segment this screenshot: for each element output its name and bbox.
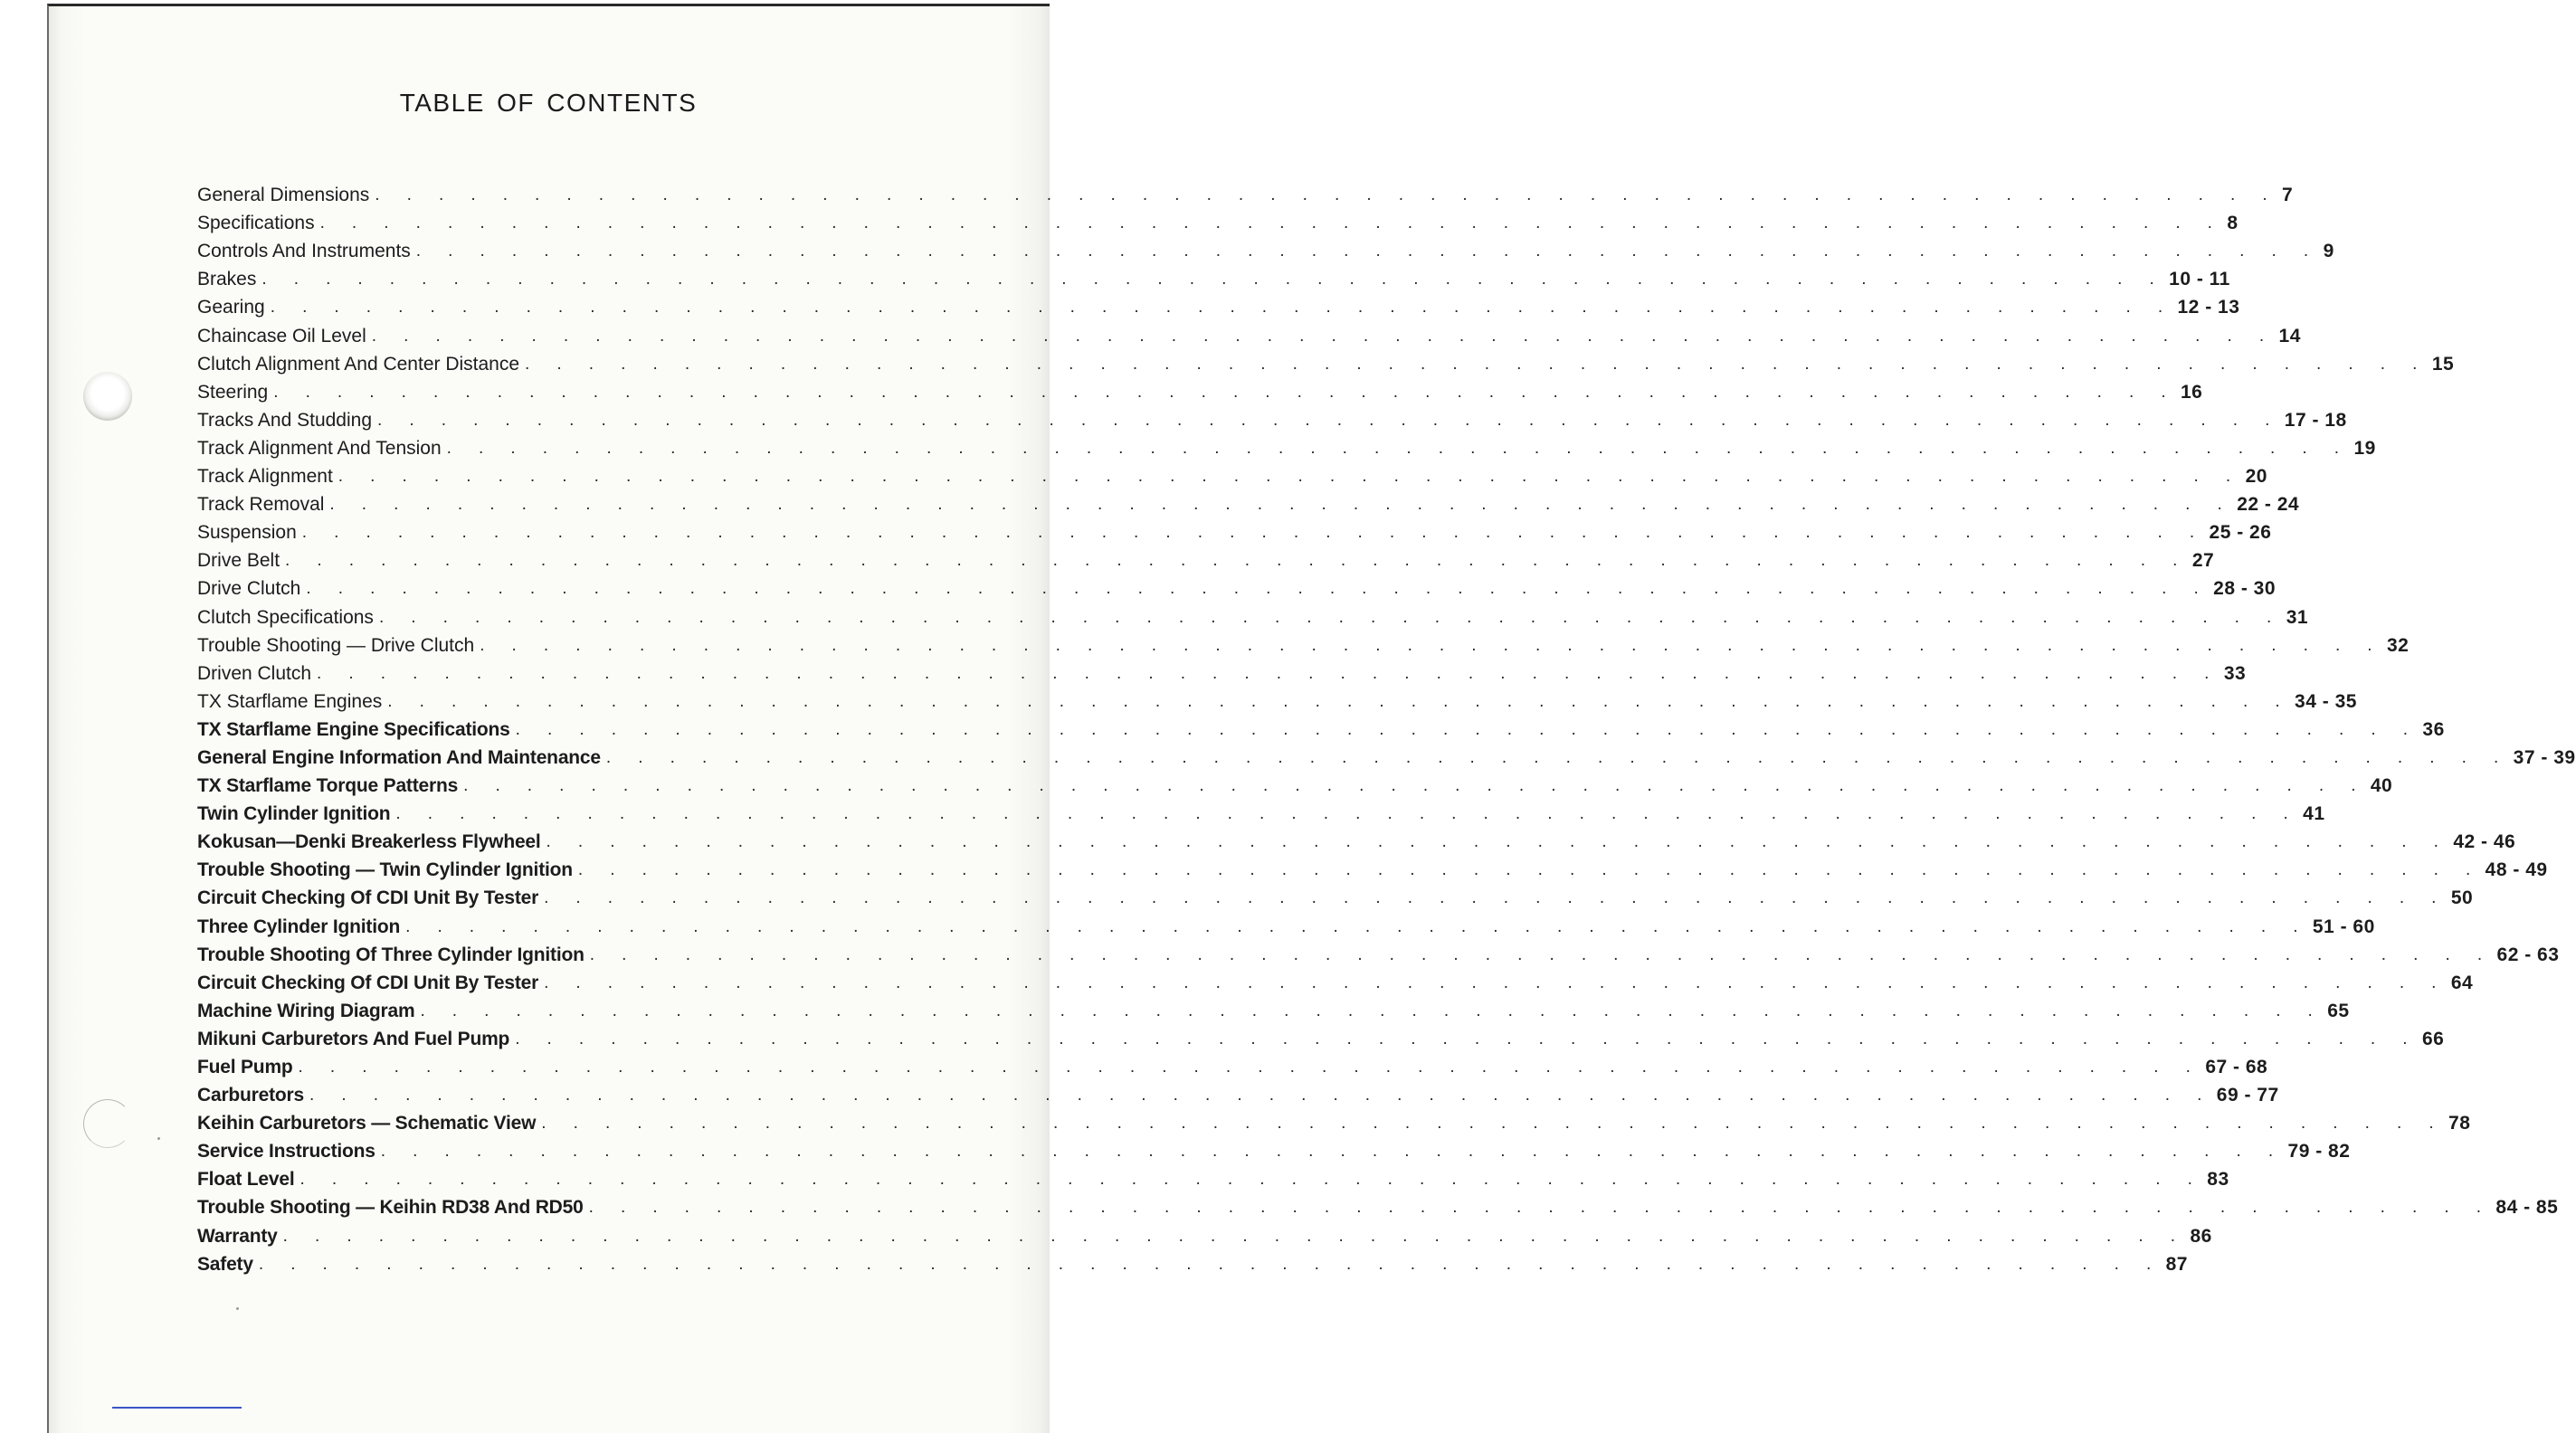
toc-entry <box>197 263 2230 291</box>
toc-entry <box>197 798 2325 826</box>
dot-leader: . . . . . . . . . . . . . . . . . . . . . . . . . . . . . . . . . . . . . . . . . . . . . . . . . . . . . . . . . . . . <box>298 1058 2202 1077</box>
dot-leader: . . . . . . . . . . . . . . . . . . . . . . . . . . . . . . . . . . . . . . . . . . . . . . . . . . . . . . . . . . . . <box>375 185 2279 205</box>
dot-leader: . . . . . . . . . . . . . . . . . . . . . . . . . . . . . . . . . . . . . . . . . . . . . . . . . . . . . . . . . . . . <box>273 382 2177 402</box>
toc-entry <box>197 348 2455 376</box>
toc-entry-page: 20 <box>2245 466 2267 488</box>
toc-entry <box>197 319 2301 347</box>
toc-entry-page: 37 - 39 <box>2513 746 2576 768</box>
toc-entry <box>197 207 2239 235</box>
toc-entry <box>197 573 2277 601</box>
dot-leader: . . . . . . . . . . . . . . . . . . . . . . . . . . . . . . . . . . . . . . . . . . . . . . . . . . . . . . . . . . . . <box>261 270 2166 289</box>
toc-entry-title: Clutch Alignment And Center Distance <box>197 353 520 375</box>
toc-entry-page: 36 <box>2422 718 2445 740</box>
toc-entry <box>197 291 2240 319</box>
toc-entry-page: 16 <box>2181 381 2203 403</box>
dot-leader: . . . . . . . . . . . . . . . . . . . . . . . . . . . . . . . . . . . . . . . . . . . . . . . . . . . . . . . . . . . . <box>282 1226 2187 1246</box>
dot-leader: . . . . . . . . . . . . . . . . . . . . . . . . . . . . . . . . . . . . . . . . . . . . . . . . . . . . . . . . . . . . <box>544 973 2448 992</box>
toc-entry-title: Keihin Carburetors — Schematic View <box>197 1113 537 1134</box>
toc-entry-title: Twin Cylinder Ignition <box>197 803 391 825</box>
dot-leader: . . . . . . . . . . . . . . . . . . . . . . . . . . . . . . . . . . . . . . . . . . . . . . . . . . . . . . . . . . . . <box>377 410 2281 430</box>
toc-entry <box>197 1191 2559 1219</box>
dot-leader: . . . . . . . . . . . . . . . . . . . . . . . . . . . . . . . . . . . . . . . . . . . . . . . . . . . . . . . . . . . . <box>480 635 2383 655</box>
toc-entry-title: Mikuni Carburetors And Fuel Pump <box>197 1028 510 1049</box>
dot-leader: . . . . . . . . . . . . . . . . . . . . . . . . . . . . . . . . . . . . . . . . . . . . . . . . . . . . . . . . . . . . <box>415 242 2320 261</box>
toc-entry <box>197 517 2272 545</box>
toc-entry <box>197 1023 2445 1051</box>
toc-entry-page: 34 - 35 <box>2295 690 2357 712</box>
toc-entry-title: Circuit Checking Of CDI Unit By Tester <box>197 887 539 909</box>
toc-entry-page: 42 - 46 <box>2453 831 2516 853</box>
toc-entry-title: Kokusan—Denki Breakerless Flywheel <box>197 831 541 853</box>
toc-entry-page: 15 <box>2431 353 2455 375</box>
toc-entry <box>197 1163 2229 1191</box>
toc-entry-title: Drive Clutch <box>197 578 301 600</box>
toc-entry <box>197 939 2560 967</box>
toc-entry <box>197 1079 2279 1107</box>
toc-entry-page: 86 <box>2190 1225 2212 1247</box>
dot-leader: . . . . . . . . . . . . . . . . . . . . . . . . . . . . . . . . . . . . . . . . . . . . . . . . . . . . . . . . . . . . <box>387 691 2292 711</box>
toc-entry-page: 48 - 49 <box>2485 859 2548 881</box>
toc-entry <box>197 854 2548 882</box>
toc-entry-page: 65 <box>2327 1000 2350 1021</box>
toc-entry-title: TX Starflame Engines <box>197 690 383 712</box>
toc-entry <box>197 995 2350 1023</box>
toc-entry <box>197 404 2347 432</box>
toc-entry-title: Clutch Specifications <box>197 606 374 628</box>
toc-entry-title: Fuel Pump <box>197 1057 293 1077</box>
toc-entry-title: Circuit Checking Of CDI Unit By Tester <box>197 972 539 993</box>
paper-speck <box>157 1137 160 1140</box>
footer-rule <box>112 1407 242 1409</box>
toc-entry-title: Drive Belt <box>197 550 280 572</box>
toc-entry-title: Chaincase Oil Level <box>197 325 366 346</box>
toc-entry-page: 66 <box>2421 1028 2445 1049</box>
dot-leader: . . . . . . . . . . . . . . . . . . . . . . . . . . . . . . . . . . . . . . . . . . . . . . . . . . . . . . . . . . . . <box>420 1001 2324 1020</box>
toc-entry-title: General Engine Information And Maintenance <box>197 746 601 768</box>
table-of-contents <box>197 179 2576 1276</box>
toc-entry-page: 12 - 13 <box>2177 297 2240 318</box>
toc-entry-page: 78 <box>2448 1113 2471 1134</box>
toc-entry <box>197 882 2474 910</box>
toc-entry-page: 62 - 63 <box>2496 944 2560 965</box>
toc-entry-page: 8 <box>2227 213 2239 234</box>
toc-entry <box>197 1107 2471 1135</box>
toc-entry <box>197 658 2247 686</box>
dot-leader: . . . . . . . . . . . . . . . . . . . . . . . . . . . . . . . . . . . . . . . . . . . . . . . . . . . . . . . . . . . . <box>463 776 2367 796</box>
toc-entry <box>197 1219 2212 1248</box>
page-title: TABLE OF CONTENTS <box>399 89 698 117</box>
toc-entry <box>197 1248 2188 1276</box>
toc-entry-title: Carburetors <box>197 1085 304 1106</box>
toc-entry-title: Three Cylinder Ignition <box>197 916 401 937</box>
toc-entry-page: 10 - 11 <box>2169 269 2230 290</box>
toc-entry-title: Trouble Shooting — Keihin RD38 And RD50 <box>197 1197 584 1219</box>
toc-entry-page: 51 - 60 <box>2312 916 2375 937</box>
dot-leader: . . . . . . . . . . . . . . . . . . . . . . . . . . . . . . . . . . . . . . . . . . . . . . . . . . . . . . . . . . . . <box>301 523 2206 543</box>
toc-entry-title: Track Alignment <box>197 466 333 488</box>
toc-entry-title: Trouble Shooting — Twin Cylinder Ignition <box>197 859 573 881</box>
toc-entry-page: 64 <box>2450 972 2474 993</box>
dot-leader: . . . . . . . . . . . . . . . . . . . . . . . . . . . . . . . . . . . . . . . . . . . . . . . . . . . . . . . . . . . . <box>525 354 2429 374</box>
toc-entry-title: Brakes <box>197 269 257 290</box>
toc-entry-title: Gearing <box>197 297 265 318</box>
dot-leader: . . . . . . . . . . . . . . . . . . . . . . . . . . . . . . . . . . . . . . . . . . . . . . . . . . . . . . . . . . . . <box>270 298 2174 318</box>
dot-leader: . . . . . . . . . . . . . . . . . . . . . . . . . . . . . . . . . . . . . . . . . . . . . . . . . . . . . . . . . . . . <box>378 607 2283 627</box>
toc-entry-title: TX Starflame Torque Patterns <box>197 775 459 797</box>
dot-leader: . . . . . . . . . . . . . . . . . . . . . . . . . . . . . . . . . . . . . . . . . . . . . . . . . . . . . . . . . . . . <box>588 1198 2493 1218</box>
dot-leader: . . . . . . . . . . . . . . . . . . . . . . . . . . . . . . . . . . . . . . . . . . . . . . . . . . . . . . . . . . . . <box>446 438 2351 458</box>
toc-entry-page: 69 - 77 <box>2216 1085 2279 1106</box>
toc-entry-title: Trouble Shooting — Drive Clutch <box>197 634 475 656</box>
toc-entry-page: 67 - 68 <box>2205 1057 2268 1077</box>
toc-entry <box>197 686 2357 714</box>
toc-entry-page: 17 - 18 <box>2284 409 2347 431</box>
toc-entry-page: 83 <box>2207 1169 2229 1191</box>
toc-entry <box>197 742 2576 770</box>
toc-entry <box>197 967 2474 995</box>
toc-entry <box>197 826 2516 854</box>
toc-entry-page: 84 - 85 <box>2495 1197 2559 1219</box>
toc-entry-page: 7 <box>2282 185 2294 206</box>
dot-leader: . . . . . . . . . . . . . . . . . . . . . . . . . . . . . . . . . . . . . . . . . . . . . . . . . . . . . . . . . . . . <box>546 832 2450 852</box>
dot-leader: . . . . . . . . . . . . . . . . . . . . . . . . . . . . . . . . . . . . . . . . . . . . . . . . . . . . . . . . . . . . <box>605 747 2510 767</box>
toc-entry <box>197 179 2294 207</box>
toc-entry-title: General Dimensions <box>197 185 370 206</box>
toc-entry-page: 41 <box>2303 803 2325 825</box>
toc-entry-title: Track Alignment And Tension <box>197 437 442 459</box>
toc-entry <box>197 714 2445 742</box>
dot-leader: . . . . . . . . . . . . . . . . . . . . . . . . . . . . . . . . . . . . . . . . . . . . . . . . . . . . . . . . . . . . <box>541 1114 2446 1134</box>
toc-entry-page: 79 - 82 <box>2287 1141 2351 1163</box>
toc-entry-page: 87 <box>2165 1253 2188 1275</box>
dot-leader: . . . . . . . . . . . . . . . . . . . . . . . . . . . . . . . . . . . . . . . . . . . . . . . . . . . . . . . . . . . . <box>380 1142 2285 1162</box>
punch-hole <box>83 1099 132 1148</box>
toc-entry <box>197 910 2375 938</box>
toc-entry-page: 14 <box>2278 325 2301 346</box>
toc-entry <box>197 376 2203 404</box>
toc-entry <box>197 460 2267 489</box>
dot-leader: . . . . . . . . . . . . . . . . . . . . . . . . . . . . . . . . . . . . . . . . . . . . . . . . . . . . . . . . . . . . <box>395 804 2300 824</box>
toc-entry-page: 25 - 26 <box>2209 522 2272 544</box>
dot-leader: . . . . . . . . . . . . . . . . . . . . . . . . . . . . . . . . . . . . . . . . . . . . . . . . . . . . . . . . . . . . <box>299 1170 2204 1190</box>
toc-entry-page: 31 <box>2286 606 2309 628</box>
toc-entry <box>197 489 2300 517</box>
dot-leader: . . . . . . . . . . . . . . . . . . . . . . . . . . . . . . . . . . . . . . . . . . . . . . . . . . . . . . . . . . . . <box>285 551 2189 571</box>
toc-entry-title: Warranty <box>197 1225 278 1247</box>
toc-entry-title: Steering <box>197 381 269 403</box>
toc-entry-title: Driven Clutch <box>197 662 312 684</box>
toc-entry <box>197 630 2410 658</box>
paper-speck <box>236 1307 239 1310</box>
dot-leader: . . . . . . . . . . . . . . . . . . . . . . . . . . . . . . . . . . . . . . . . . . . . . . . . . . . . . . . . . . . . <box>317 663 2220 683</box>
dot-leader: . . . . . . . . . . . . . . . . . . . . . . . . . . . . . . . . . . . . . . . . . . . . . . . . . . . . . . . . . . . . <box>306 579 2210 599</box>
toc-entry-page: 19 <box>2353 437 2376 459</box>
toc-entry-title: Service Instructions <box>197 1141 375 1163</box>
toc-entry-title: Float Level <box>197 1169 295 1191</box>
toc-entry-title: Tracks And Studding <box>197 409 372 431</box>
dot-leader: . . . . . . . . . . . . . . . . . . . . . . . . . . . . . . . . . . . . . . . . . . . . . . . . . . . . . . . . . . . . <box>515 719 2419 739</box>
toc-entry-title: Specifications <box>197 213 315 234</box>
toc-entry-page: 33 <box>2223 662 2247 684</box>
dot-leader: . . . . . . . . . . . . . . . . . . . . . . . . . . . . . . . . . . . . . . . . . . . . . . . . . . . . . . . . . . . . <box>258 1254 2163 1274</box>
toc-entry <box>197 1051 2268 1079</box>
toc-entry-page: 32 <box>2386 634 2410 656</box>
punch-hole <box>83 372 132 421</box>
dot-leader: . . . . . . . . . . . . . . . . . . . . . . . . . . . . . . . . . . . . . . . . . . . . . . . . . . . . . . . . . . . . <box>405 916 2309 936</box>
toc-entry-page: 40 <box>2370 775 2393 797</box>
toc-entry-title: Controls And Instruments <box>197 241 411 262</box>
dot-leader: . . . . . . . . . . . . . . . . . . . . . . . . . . . . . . . . . . . . . . . . . . . . . . . . . . . . . . . . . . . . <box>589 944 2494 964</box>
toc-entry-page: 22 - 24 <box>2237 494 2300 516</box>
toc-entry-page: 27 <box>2191 550 2215 572</box>
toc-entry <box>197 235 2334 263</box>
toc-entry <box>197 545 2215 573</box>
toc-entry-title: TX Starflame Engine Specifications <box>197 718 510 740</box>
toc-entry-title: Safety <box>197 1253 253 1275</box>
toc-entry <box>197 601 2309 629</box>
toc-entry-page: 50 <box>2450 887 2474 909</box>
toc-entry-page: 28 - 30 <box>2213 578 2277 600</box>
toc-entry-title: Trouble Shooting Of Three Cylinder Ignition <box>197 944 585 965</box>
dot-leader: . . . . . . . . . . . . . . . . . . . . . . . . . . . . . . . . . . . . . . . . . . . . . . . . . . . . . . . . . . . . <box>319 214 2224 233</box>
dot-leader: . . . . . . . . . . . . . . . . . . . . . . . . . . . . . . . . . . . . . . . . . . . . . . . . . . . . . . . . . . . . <box>337 467 2242 487</box>
dot-leader: . . . . . . . . . . . . . . . . . . . . . . . . . . . . . . . . . . . . . . . . . . . . . . . . . . . . . . . . . . . . <box>544 888 2448 908</box>
dot-leader: . . . . . . . . . . . . . . . . . . . . . . . . . . . . . . . . . . . . . . . . . . . . . . . . . . . . . . . . . . . . <box>515 1029 2419 1049</box>
dot-leader: . . . . . . . . . . . . . . . . . . . . . . . . . . . . . . . . . . . . . . . . . . . . . . . . . . . . . . . . . . . . <box>309 1086 2213 1106</box>
toc-entry <box>197 770 2393 798</box>
toc-entry-page: 9 <box>2323 241 2334 262</box>
dot-leader: . . . . . . . . . . . . . . . . . . . . . . . . . . . . . . . . . . . . . . . . . . . . . . . . . . . . . . . . . . . . <box>577 860 2482 880</box>
toc-entry-title: Suspension <box>197 522 297 544</box>
dot-leader: . . . . . . . . . . . . . . . . . . . . . . . . . . . . . . . . . . . . . . . . . . . . . . . . . . . . . . . . . . . . <box>371 326 2276 346</box>
toc-entry <box>197 432 2376 460</box>
toc-entry-title: Machine Wiring Diagram <box>197 1000 415 1021</box>
toc-entry-title: Track Removal <box>197 494 325 516</box>
toc-entry <box>197 1135 2351 1163</box>
dot-leader: . . . . . . . . . . . . . . . . . . . . . . . . . . . . . . . . . . . . . . . . . . . . . . . . . . . . . . . . . . . . <box>329 495 2234 515</box>
